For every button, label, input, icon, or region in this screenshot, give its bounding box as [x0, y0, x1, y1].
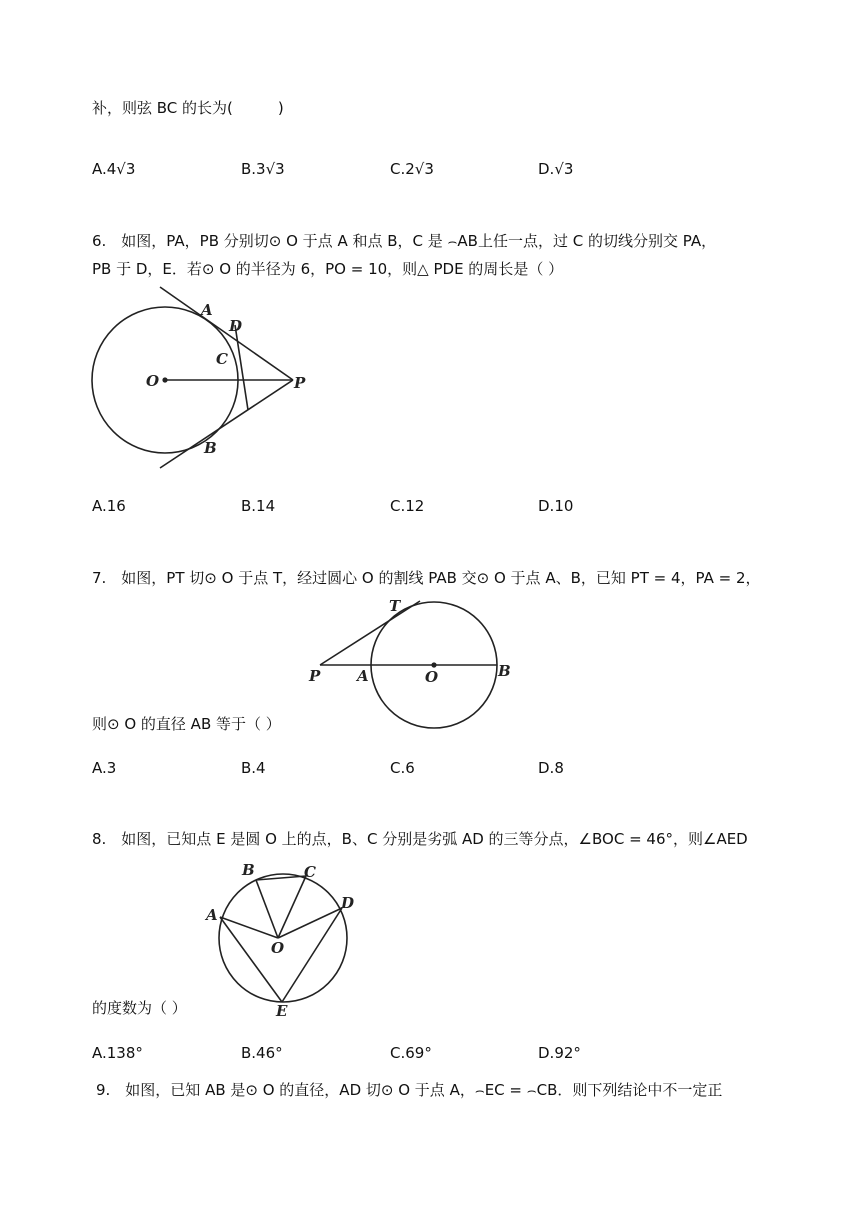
q6-option-a: A.16 — [92, 497, 126, 515]
q7-option-c: C.6 — [390, 759, 415, 777]
q8-option-b: B.46° — [241, 1044, 283, 1062]
q5-option-b: B.3√3 — [241, 160, 285, 178]
q6-label-a: A — [201, 301, 213, 319]
q7-label-o: O — [425, 668, 439, 686]
q6-figure — [88, 285, 318, 475]
q6-tangent-pb — [160, 380, 293, 468]
q7-stem-line2: 则⊙ O 的直径 AB 等于（ ） — [92, 715, 281, 733]
q9-stem-line1: 9. 如图，已知 AB 是⊙ O 的直径，AD 切⊙ O 于点 A，⌢EC = ⌢CB．则下列结论中不一定正 — [96, 1081, 723, 1099]
q7-option-a: A.3 — [92, 759, 117, 777]
q5-option-c: C.2√3 — [390, 160, 434, 178]
q8-label-c: C — [304, 863, 316, 881]
q7-option-d: D.8 — [538, 759, 564, 777]
q8-label-e: E — [276, 1002, 288, 1020]
q8-radius-oc — [278, 876, 306, 938]
q7-label-t: T — [389, 597, 401, 615]
q7-label-a: A — [357, 667, 369, 685]
q7-label-p: P — [309, 667, 321, 685]
q8-label-a: A — [206, 906, 218, 924]
q8-label-b: B — [242, 861, 255, 879]
q6-option-c: C.12 — [390, 497, 425, 515]
q8-chord-ae — [220, 917, 285, 1002]
q8-option-a: A.138° — [92, 1044, 143, 1062]
q7-figure — [305, 595, 525, 735]
q6-label-c: C — [216, 350, 228, 368]
q5-option-d: D.√3 — [538, 160, 574, 178]
q8-stem-line2: 的度数为（ ） — [92, 999, 187, 1017]
q6-label-o: O — [146, 372, 160, 390]
q6-option-b: B.14 — [241, 497, 276, 515]
q5-stem-tail: 补，则弦 BC 的长为( ) — [92, 99, 284, 117]
q8-circle — [219, 874, 347, 1002]
q8-radius-ob — [256, 880, 278, 938]
q7-tangent-pt — [320, 601, 420, 665]
q5-option-a: A.4√3 — [92, 160, 136, 178]
q6-center-dot — [162, 377, 167, 382]
q6-label-b: B — [204, 439, 217, 457]
q8-figure — [200, 858, 370, 1018]
q6-label-d: D — [229, 317, 243, 335]
q8-radius-oa — [220, 917, 278, 938]
q8-option-c: C.69° — [390, 1044, 432, 1062]
q7-center-dot — [431, 662, 436, 667]
q8-label-o: O — [271, 939, 285, 957]
q6-label-p: P — [294, 374, 306, 392]
q8-option-d: D.92° — [538, 1044, 581, 1062]
q6-stem-line1: 6. 如图，PA，PB 分别切⊙ O 于点 A 和点 B，C 是 ⌢AB上任一点，过 C 的切线分别交 PA， — [92, 232, 717, 250]
q6-option-d: D.10 — [538, 497, 574, 515]
q6-stem-line2: PB 于 D，E．若⊙ O 的半径为 6，PO = 10，则△ PDE 的周长是（ ） — [92, 260, 564, 278]
q7-option-b: B.4 — [241, 759, 266, 777]
q8-stem-line1: 8. 如图，已知点 E 是圆 O 上的点，B、C 分别是劣弧 AD 的三等分点，∠BOC = 46°，则∠AED — [92, 830, 748, 848]
q7-label-b: B — [498, 662, 511, 680]
q7-stem-line1: 7. 如图，PT 切⊙ O 于点 T，经过圆心 O 的割线 PAB 交⊙ O 于点 A、B，已知 PT = 4，PA = 2， — [92, 569, 761, 587]
q8-label-d: D — [341, 894, 355, 912]
